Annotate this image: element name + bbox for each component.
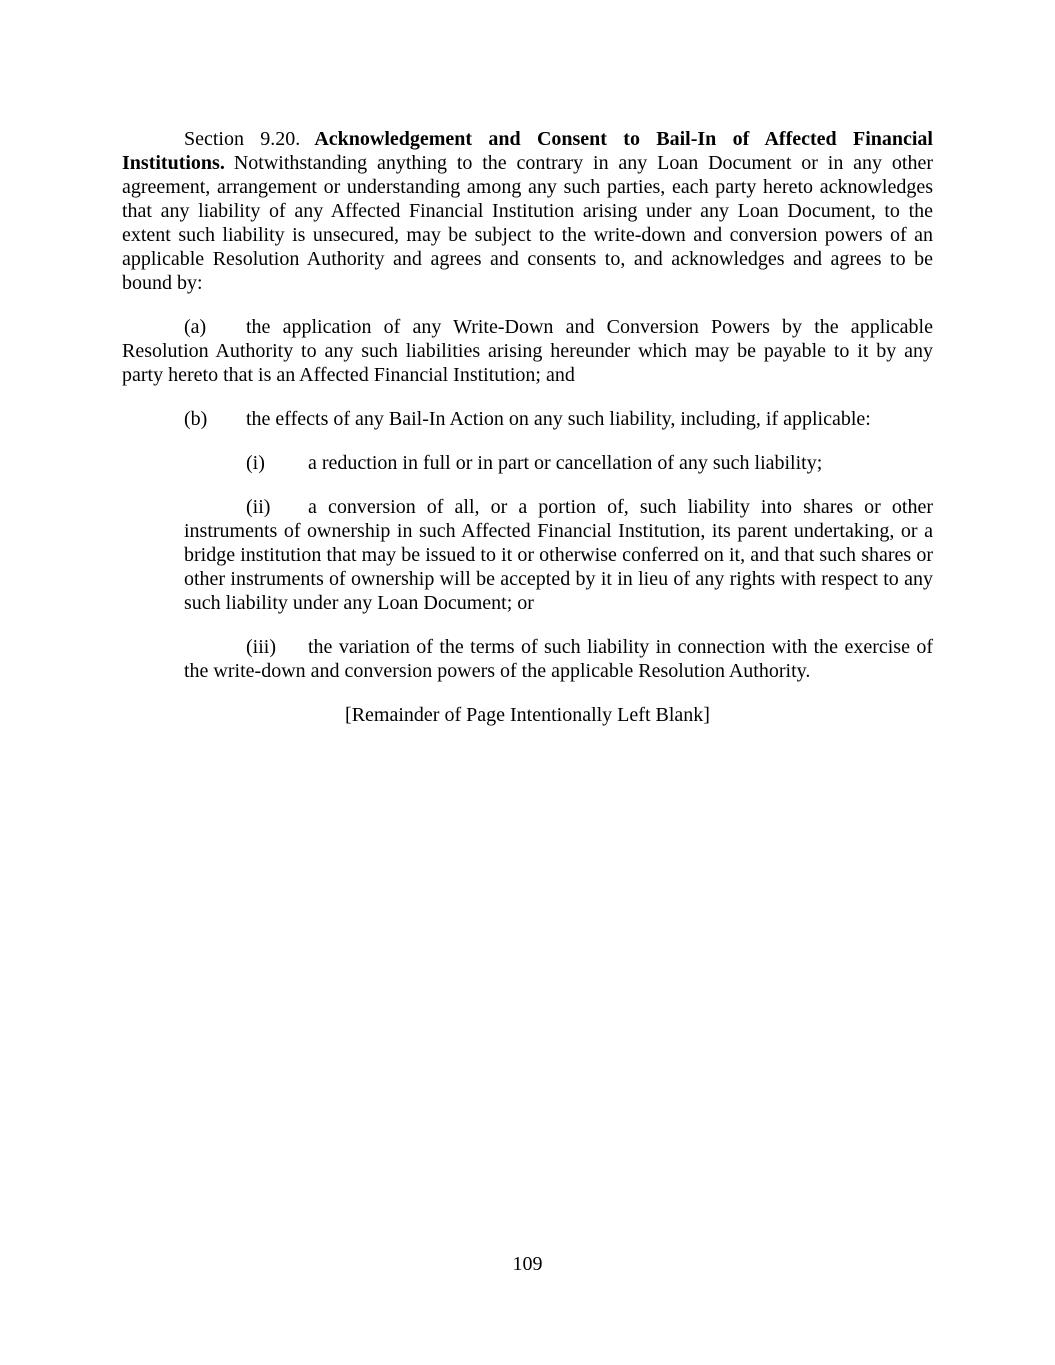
section-body-text: Notwithstanding anything to the contrary in any Loan Document or in any other agreement, arrangement or understanding among any such parties, each party hereto acknowledges that any liability of any Affected Financial Institution arising under any Loan Document, to the extent such liability is unsecured, may be subject to the write-down and conversion powers of an applicable Resolution Authority and agrees and consents to, and acknowledges and agrees to be bound by: xyxy=(122,152,933,294)
clause-iii-text: the variation of the terms of such liability in connection with the exercise of the write-down and conversion powers of the applicable Resolution Authority. xyxy=(184,636,933,682)
clause-i-paragraph xyxy=(184,451,933,475)
clause-b-text: the effects of any Bail-In Action on any such liability, including, if applicable: xyxy=(246,408,871,430)
clause-b-label: (b) xyxy=(184,408,208,430)
clause-a-label: (a) xyxy=(184,316,207,338)
section-number: Section 9.20. xyxy=(184,128,301,150)
clause-i-text: a reduction in full or in part or cancellation of any such liability; xyxy=(308,452,823,474)
clause-ii-label: (ii) xyxy=(246,496,271,518)
clause-a-paragraph xyxy=(122,315,933,387)
clause-a-text: the application of any Write-Down and Conversion Powers by the applicable Resolution Authority to any such liabilities arising hereunder which may be payable to it by any party hereto that is an Affected Financial Institution; and xyxy=(122,316,933,386)
clause-iii-label: (iii) xyxy=(246,636,276,658)
clause-i-label: (i) xyxy=(246,452,265,474)
clause-iii-paragraph xyxy=(184,635,933,683)
clause-ii-text: a conversion of all, or a portion of, such liability into shares or other instruments of ownership in such Affected Financial Institution, its parent undertaking, or a bridge institution that may be issued to it or otherwise conferred on it, and that such shares or other instruments of ownership will be accepted by it in lieu of any rights with respect to any such liability under any Loan Document; or xyxy=(184,496,933,614)
section-9-20-paragraph xyxy=(122,127,933,295)
clause-b-paragraph xyxy=(122,407,933,431)
section-title: Acknowledgement and Consent to Bail-In of Affected Financial Institutions. xyxy=(122,128,933,174)
page-number: 109 xyxy=(512,1253,543,1275)
remainder-of-page-note: [Remainder of Page Intentionally Left Blank] xyxy=(345,704,710,726)
clause-ii-paragraph xyxy=(184,495,933,615)
